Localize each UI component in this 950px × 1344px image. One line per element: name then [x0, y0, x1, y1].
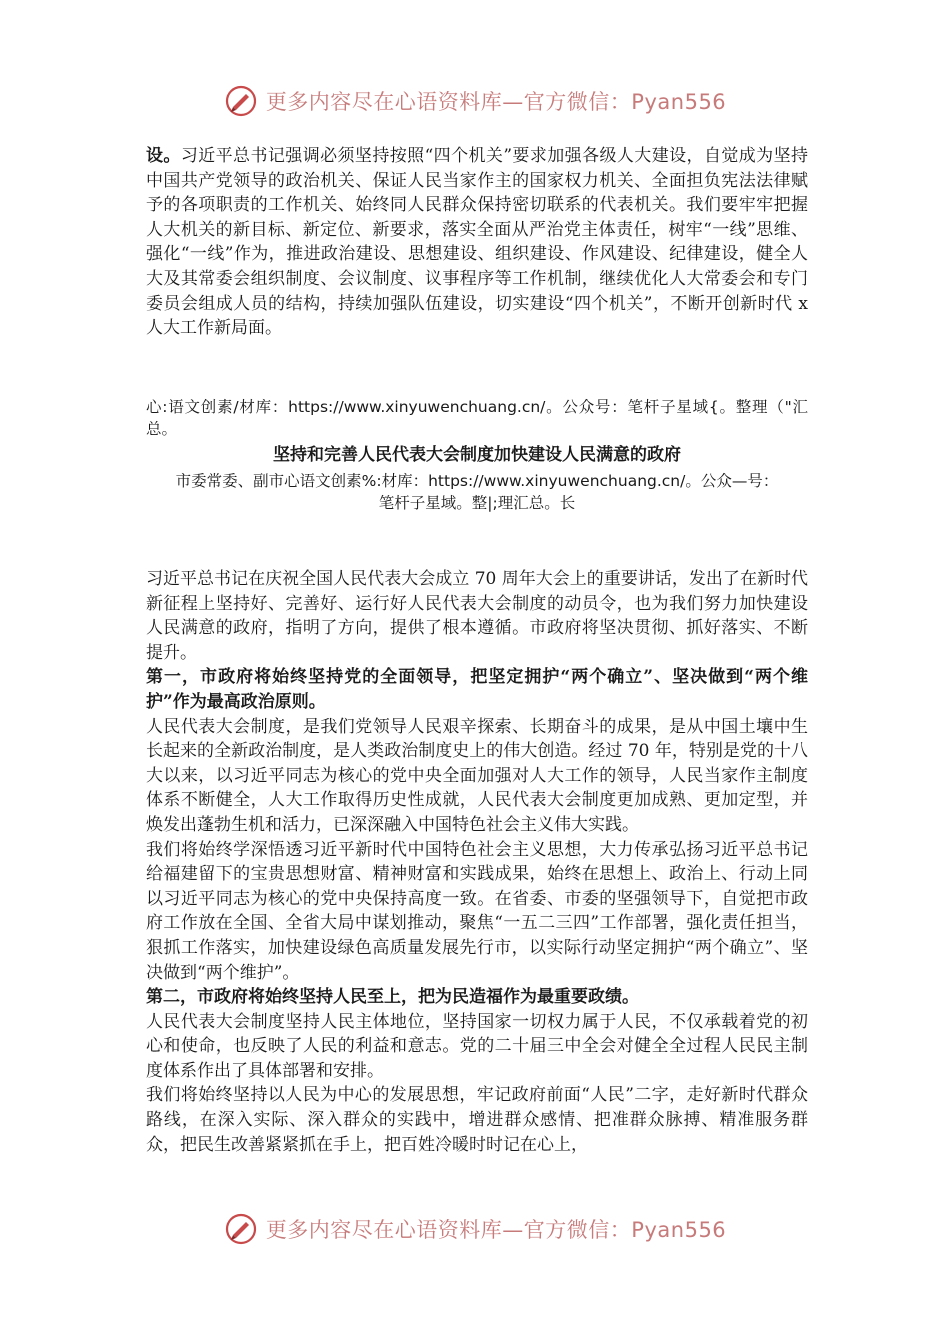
- paragraph: 习近平总书记在庆祝全国人民代表大会成立 70 周年大会上的重要讲话，发出了在新时代新征程上坚持好、完善好、运行好人民代表大会制度的动员令，也为我们努力加快建设人民满意的政府，指明了方向，提供了根本遵循。市政府将坚决贯彻、抓好落实、不断提升。: [146, 569, 808, 663]
- article-byline-2: 笔杆子星域。整|;理汇总。长: [378, 493, 576, 512]
- article-title: 坚持和完善人民代表大会制度加快建设人民满意的政府: [273, 445, 681, 465]
- footer-banner: [0, 1212, 950, 1246]
- paragraph: 人民代表大会制度，是我们党领导人民艰辛探索、长期奋斗的成果，是从中国土壤中生长起来的全新政治制度，是人类政治制度史上的伟大创造。经过 70 年，特别是党的十八大以来，以习近平同志为核心的党中央全面加强对人大工作的领导，人民当家作主制度体系不断健全，人大工作取得历史性成就，人民代表大会制度更加成熟、更加定型，并焕发出蓬勃生机和活力，已深深融入中国特色社会主义伟大实践。: [146, 716, 808, 835]
- banner-text: 更多内容尽在心语资料库—官方微信：Pyan556: [265, 90, 727, 114]
- article-body: [146, 567, 808, 1157]
- section-heading-1: 第一，市政府将始终坚持党的全面领导，把坚定拥护“两个确立”、坚决做到“两个维护”作为最高政治原则。: [146, 667, 808, 712]
- header-banner: [0, 84, 950, 118]
- intro-paragraph: [146, 144, 808, 341]
- pen-logo-icon: [224, 84, 258, 118]
- section-heading-2: 第二，市政府将始终坚持人民至上，把为民造福作为最重要政绩。: [146, 987, 639, 1008]
- article-byline-1: 市委常委、副市心语文创素%:材库：https://www.xinyuwenchuang.cn/。公众—号：: [175, 471, 779, 490]
- source-note: 心:语文创素/材库：https://www.xinyuwenchuang.cn/。公众号：笔杆子星域{。整理（"汇总。: [146, 398, 808, 438]
- paragraph: 我们将始终学深悟透习近平新时代中国特色社会主义思想，大力传承弘扬习近平总书记给福建留下的宝贵思想财富、精神财富和实践成果，始终在思想上、政治上、行动上同以习近平同志为核心的党中央保持高度一致。在省委、市委的坚强领导下，自觉把市政府工作放在全国、全省大局中谋划推动，聚焦“一五二三四”工作部署，强化责任担当，狠抓工作落实，加快建设绿色高质量发展先行市，以实际行动坚定拥护“两个确立”、坚决做到“两个维护”。: [146, 839, 808, 983]
- article-header: [146, 443, 808, 514]
- banner-text: 更多内容尽在心语资料库—官方微信：Pyan556: [265, 1218, 727, 1242]
- intro-lead: 设。: [146, 146, 181, 166]
- paragraph: 我们将始终坚持以人民为中心的发展思想，牢记政府前面“人民”二字，走好新时代群众路线，在深入实际、深入群众的实践中，增进群众感情、把准群众脉搏、精准服务群众，把民生改善紧紧抓在手上，把百姓冷暖时时记在心上，: [146, 1085, 808, 1155]
- pen-logo-icon: [224, 1212, 258, 1246]
- paragraph: 人民代表大会制度坚持人民主体地位，坚持国家一切权力属于人民，不仅承载着党的初心和使命，也反映了人民的利益和意志。党的二十届三中全会对健全全过程人民民主制度体系作出了具体部署和安排。: [146, 1011, 808, 1081]
- intro-body: 习近平总书记强调必须坚持按照“四个机关”要求加强各级人大建设，自觉成为坚持中国共产党领导的政治机关、保证人民当家作主的国家权力机关、全面担负宪法法律赋予的各项职责的工作机关、始终同人民群众保持密切联系的代表机关。我们要牢牢把握人大机关的新目标、新定位、新要求，落实全面从严治党主体责任，树牢“一线”思维、强化“一线”作为，推进政治建设、思想建设、组织建设、作风建设、纪律建设，健全人大及其常委会组织制度、会议制度、议事程序等工作机制，继续优化人大常委会和专门委员会组成人员的结构，持续加强队伍建设，切实建设“四个机关”，不断开创新时代 x 人大工作新局面。: [146, 146, 808, 339]
